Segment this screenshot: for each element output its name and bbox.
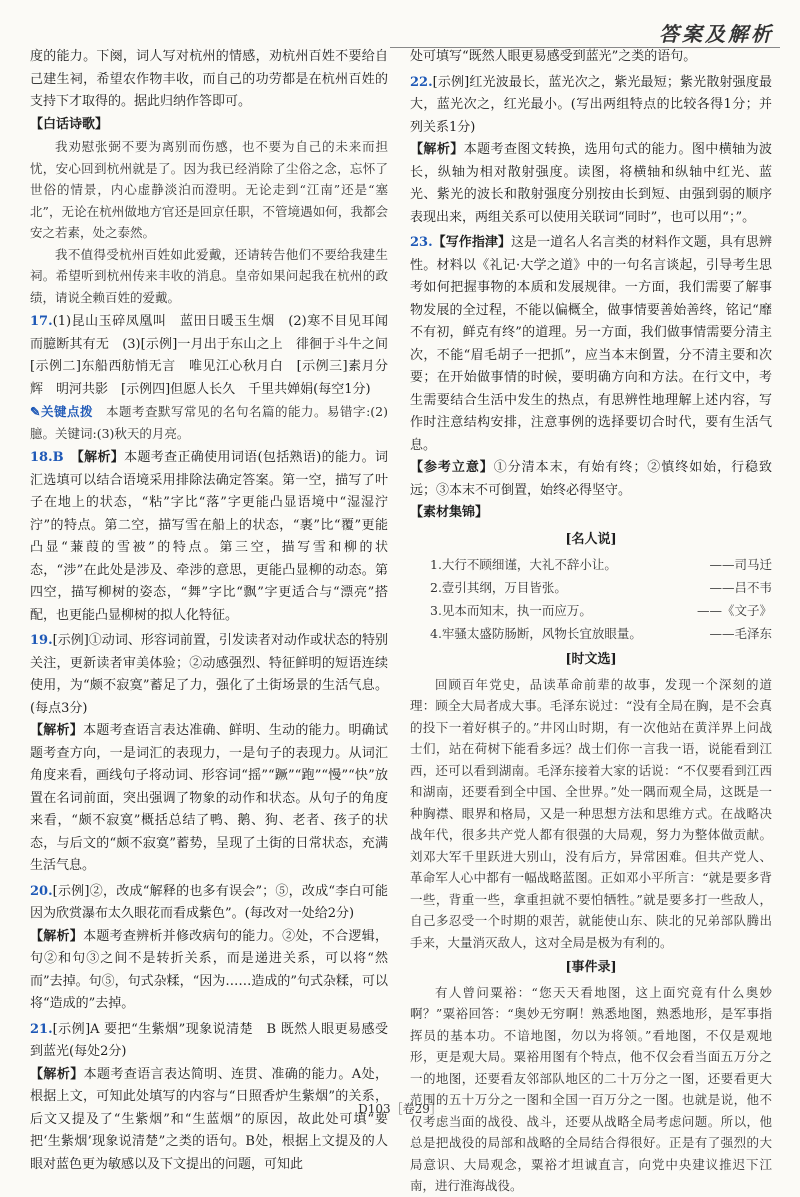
page-footer: D103［卷29］ xyxy=(358,1102,442,1116)
answer-text: [示例]红光波最长，蓝光次之，紫光最短；紫光散射强度最大，蓝光次之，红光最小。(写出两组特点的比较各得1分；并列关系1分) xyxy=(410,74,772,135)
question-20 xyxy=(30,881,388,926)
question-17 xyxy=(30,311,402,401)
analysis-tag: 【解析】 xyxy=(77,450,125,465)
analysis-22 xyxy=(410,139,772,229)
vernacular-paragraph-2: 我不值得受杭州百姓如此爱戴，还请转告他们不要给我建生祠。希望听到杭州传来丰收的消息。皇帝如果问起我在杭州的政绩，请说全赖百姓的爱戴。 xyxy=(30,246,388,305)
writing-guide-tag: 【写作指津】 xyxy=(432,235,511,250)
analysis-tag: 【解析】 xyxy=(30,1066,84,1082)
header-title: 答案及解析 xyxy=(659,22,774,46)
answer-text: [示例]①动词、形容词前置，引发读者对动作或状态的特别关注，更新读者审美体验；②动感强烈、特征鲜明的短语连续使用，为“颇不寂寞”蓄足了力，强化了土街场景的生活气息。(每点3分) xyxy=(30,633,388,716)
vernacular-paragraph-1: 我劝慰张弼不要为离别而伤感，也不要为自己的未来而担忧，安心回到杭州就是了。因为我已经消除了尘俗之念，忘怀了世俗的情景，内心虚静淡泊而澄明。无论走到“江南”还是“塞北”，无论在杭州做地方官还是回京任职，不管境遇如何，我都会安之若素，处之泰然。 xyxy=(30,139,388,240)
question-number: 21. xyxy=(30,1021,53,1037)
paragraph-continuation: 度的能力。下阕，词人写对杭州的情感，劝杭州百姓不要给自己建生祠，希望农作物丰收，而自己的功劳都是在杭州百姓的支持下才取得的。据此归纳作答即可。 xyxy=(30,49,388,109)
analysis-tag: 【解析】 xyxy=(30,928,84,944)
quote-line xyxy=(410,553,772,576)
analysis-text: 本题考查正确使用词语(包括熟语)的能力。词汇选填可以结合语境采用排除法确定答案。第一空，描写了叶子在地上的状态，“粘”字比“落”字更能凸显语境中“湿湿泞泞”的特点。第二空，描写雪在船上的状态，“裹”比“覆”更能凸显“蒹葭的雪被”的特点。第三空，描写雪和柳的状态，“涉”在此处是涉及、牵涉的意思，更能凸显柳的动态。第四空，描写柳树的姿态，“舞”字比“飘”字更适合与“漂亮”搭配，也更能凸显柳树的拟人化特征。 xyxy=(30,450,388,623)
event-record-title: [事件录] xyxy=(565,960,617,975)
question-18 xyxy=(30,447,388,627)
key-point-text: 本题考查默写常见的名句名篇的能力。易错字:(2)臆。关键词:(3)秋天的月亮。 xyxy=(30,404,388,441)
analysis-20 xyxy=(30,926,388,1016)
quote-text: 4.牢骚太盛防肠断，风物长宜放眼量。 xyxy=(430,626,642,641)
analysis-tag: 【解析】 xyxy=(30,723,84,738)
current-essay-text: 回顾百年党史，品读革命前辈的故事，发现一个深刻的道理：顾全大局者成大事。毛泽东说过：“没有全局在胸，是不会真的投下一着好棋子的。”井冈山时期，有一次他站在黄洋界上问战士们，站在荷树下能看多远？战士们你一言我一语，说能看到江西，还可以看到湖南。毛泽东接着大家的话说：“不仅要看到江西和湖南，还要看到全中国、全世界。”处一隅而观全局，这既是一种胸襟、眼界和格局，又是一种思想方法和思维方式。在战略决战年代，很多共产党人都有很强的大局观，努力为整体做贡献。刘邓大军千里跃进大别山，没有后方，异常困难。但共产党人、革命军人心中都有一幅战略蓝图。正如邓小平所言：“就是要多背一些，背重一些，拿重担就不要怕牺牲。”就是要多打一些敌人，自己多忍受一个时期的艰苦，就能使山东、陕北的兄弟部队腾出手来，大量消灭敌人，这对全局是极为有利的。 xyxy=(410,676,772,950)
question-23 xyxy=(410,232,772,457)
reference-theme-text: ①分清本末，有始有终；②慎终如始，行稳致远；③本末不可倒置，始终必得坚守。 xyxy=(410,460,772,498)
question-number: 20. xyxy=(30,883,53,899)
analysis-text: 本题考查语言表达准确、鲜明、生动的能力。明确试题考查方向，一是词汇的表现力，一是句子的表现力。从词汇角度来看，画线句子将动词、形容词“摇”“蹶”“跑”“慢”“快”放置在名词前面，突出强调了物象的动作和状态。从句子的角度来看，“颇不寂寞”概括总结了鸭、鹅、狗、老者、孩子的状态，与后文的“颇不寂寞”蓄势，呈现了土街的日常状态，充满生活气息。 xyxy=(30,723,388,873)
writing-guide-text: 这是一道名人名言类的材料作文题，具有思辨性。材料以《礼记·大学之道》中的一句名言谈起，引导考生思考如何把握事物的本质和发展规律。一方面，我们需要了解事物发展的全过程，不能以偏概全，做事情要善始善终，铭记“靡不有初，鲜克有终”的道理。另一方面，我们做事情需要分清主次，不能“眉毛胡子一把抓”，应当本末倒置，分不清主要和次要；在开始做事情的时候，要明确方向和方法。在行文中，考生需要结合生活中发生的热点，有思辨性地理解上述内容，写作时注意结构安排，注意事例的选择要切合时代，要有生活气息。 xyxy=(410,235,772,453)
key-point-note xyxy=(30,401,388,444)
answer-text: [示例]A 要把“生紫烟”现象说清楚 B 既然人眼更易感受到蓝光(每处2分) xyxy=(30,1021,388,1059)
quote-line xyxy=(410,622,772,645)
question-number: 18. xyxy=(30,450,53,465)
question-number: 19. xyxy=(30,633,53,648)
question-number: 17. xyxy=(30,314,53,329)
quote-text: 1.大行不顾细谨，大礼不辞小让。 xyxy=(430,557,617,572)
quote-line xyxy=(410,576,772,599)
quote-author: ——吕不韦 xyxy=(709,580,772,595)
famous-quotes-title: [名人说] xyxy=(565,531,617,547)
analysis-tag: 【解析】 xyxy=(410,142,464,157)
analysis-21 xyxy=(30,1064,388,1177)
question-22 xyxy=(410,72,772,140)
reference-theme xyxy=(410,457,772,502)
key-point-label: 关键点拨 xyxy=(40,404,93,419)
paragraph-continuation: 处可填写“既然人眼更易感受到蓝光”之类的语句。 xyxy=(410,49,697,64)
analysis-19 xyxy=(30,720,388,878)
analysis-text: 本题考查辨析并修改病句的能力。②处，不合逻辑，句②和句③之间不是转折关系，而是递进关系，可以将“然而”去掉。句⑤，句式杂糅，“因为……造成的”句式杂糅，可以将“造成的”去掉。 xyxy=(30,928,388,1011)
quote-line xyxy=(410,599,772,622)
quote-author: ——司马迁 xyxy=(709,557,772,572)
section-tag-vernacular-poem: 【白话诗歌】 xyxy=(30,116,109,132)
analysis-text: 本题考查图文转换，选用句式的能力。图中横轴为波长，纵轴为相对散射强度。读图，将横轴和纵轴中红光、蓝光、紫光的波长和散射强度分别按由长到短、由强到弱的顺序表现出来，两组关系可以使用关联词“同时”，也可以用“；”。 xyxy=(410,142,772,225)
question-21 xyxy=(30,1019,388,1064)
quote-text: 3.见本而知末，执一而应万。 xyxy=(430,603,592,618)
answer-choice: B xyxy=(52,450,64,465)
right-column xyxy=(410,46,772,1197)
material-collection-tag: 【素材集锦】 xyxy=(410,505,489,520)
answer-text: (1)昆山玉碎凤凰叫 蓝田日暖玉生烟 (2)寒不目见耳闻而臆断其有无 (3)[示例]一月出于东山之上 徘徊于斗牛之间 [示例二]东船西舫悄无言 唯见江心秋月白 [示例三]素月分辉 明河共影 [示例四]但愿人长久 千里共婵娟(每空1分) xyxy=(30,314,402,397)
question-number: 23. xyxy=(410,235,433,250)
question-19 xyxy=(30,630,388,720)
answer-text: [示例]②，改成“解释的也多有误会”；⑤，改成“李白可能因为欣赏瀑布太久眼花而看成紫色”。(每改对一处给2分) xyxy=(30,883,388,921)
quote-author: ——《文子》 xyxy=(696,603,772,618)
quote-author: ——毛泽东 xyxy=(709,626,772,641)
analysis-text: 本题考查语言表达简明、连贯、准确的能力。A处，根据上文，可知此处填写的内容与“日照香炉生紫烟”的关系，后文又提及了“生紫烟”和“生蓝烟”的原因，故此处可填“要把‘生紫烟’现象说清楚”之类的语句。B处，根据上文提及的人眼对蓝色更为敏感以及下文提出的问题，可知此 xyxy=(30,1066,388,1172)
pen-icon: ✎ xyxy=(30,404,41,419)
question-number: 22. xyxy=(410,74,433,90)
reference-theme-tag: 【参考立意】 xyxy=(410,460,494,475)
event-record-text: 有人曾问粟裕：“您天天看地图，这上面究竟有什么奥妙啊？”粟裕回答：“奥妙无穷啊！熟悉地图，熟悉地形，是军事指挥员的基本功。不谙地图，勿以为将领。”看地图，不仅是观地形，更是观大局。粟裕用图有个特点，他不仅会看当面五万分之一的地图，还要看友邻部队地区的二十万分之一图，还要看更大范围的五十万分之一图和全国一百万分之一图。也就是说，他不仅考虑当面的战役、战斗，还要从战略全局考虑问题。所以，他总是把战役的局部和战略的全局结合得很好。正是有了强烈的大局意识、大局观念，粟裕才坦诚直言，向党中央建议推迟下江南，进行淮海战役。 xyxy=(410,984,772,1193)
current-essay-title: [时文选] xyxy=(565,652,617,667)
quote-text: 2.壹引其纲，万目皆张。 xyxy=(430,580,567,595)
